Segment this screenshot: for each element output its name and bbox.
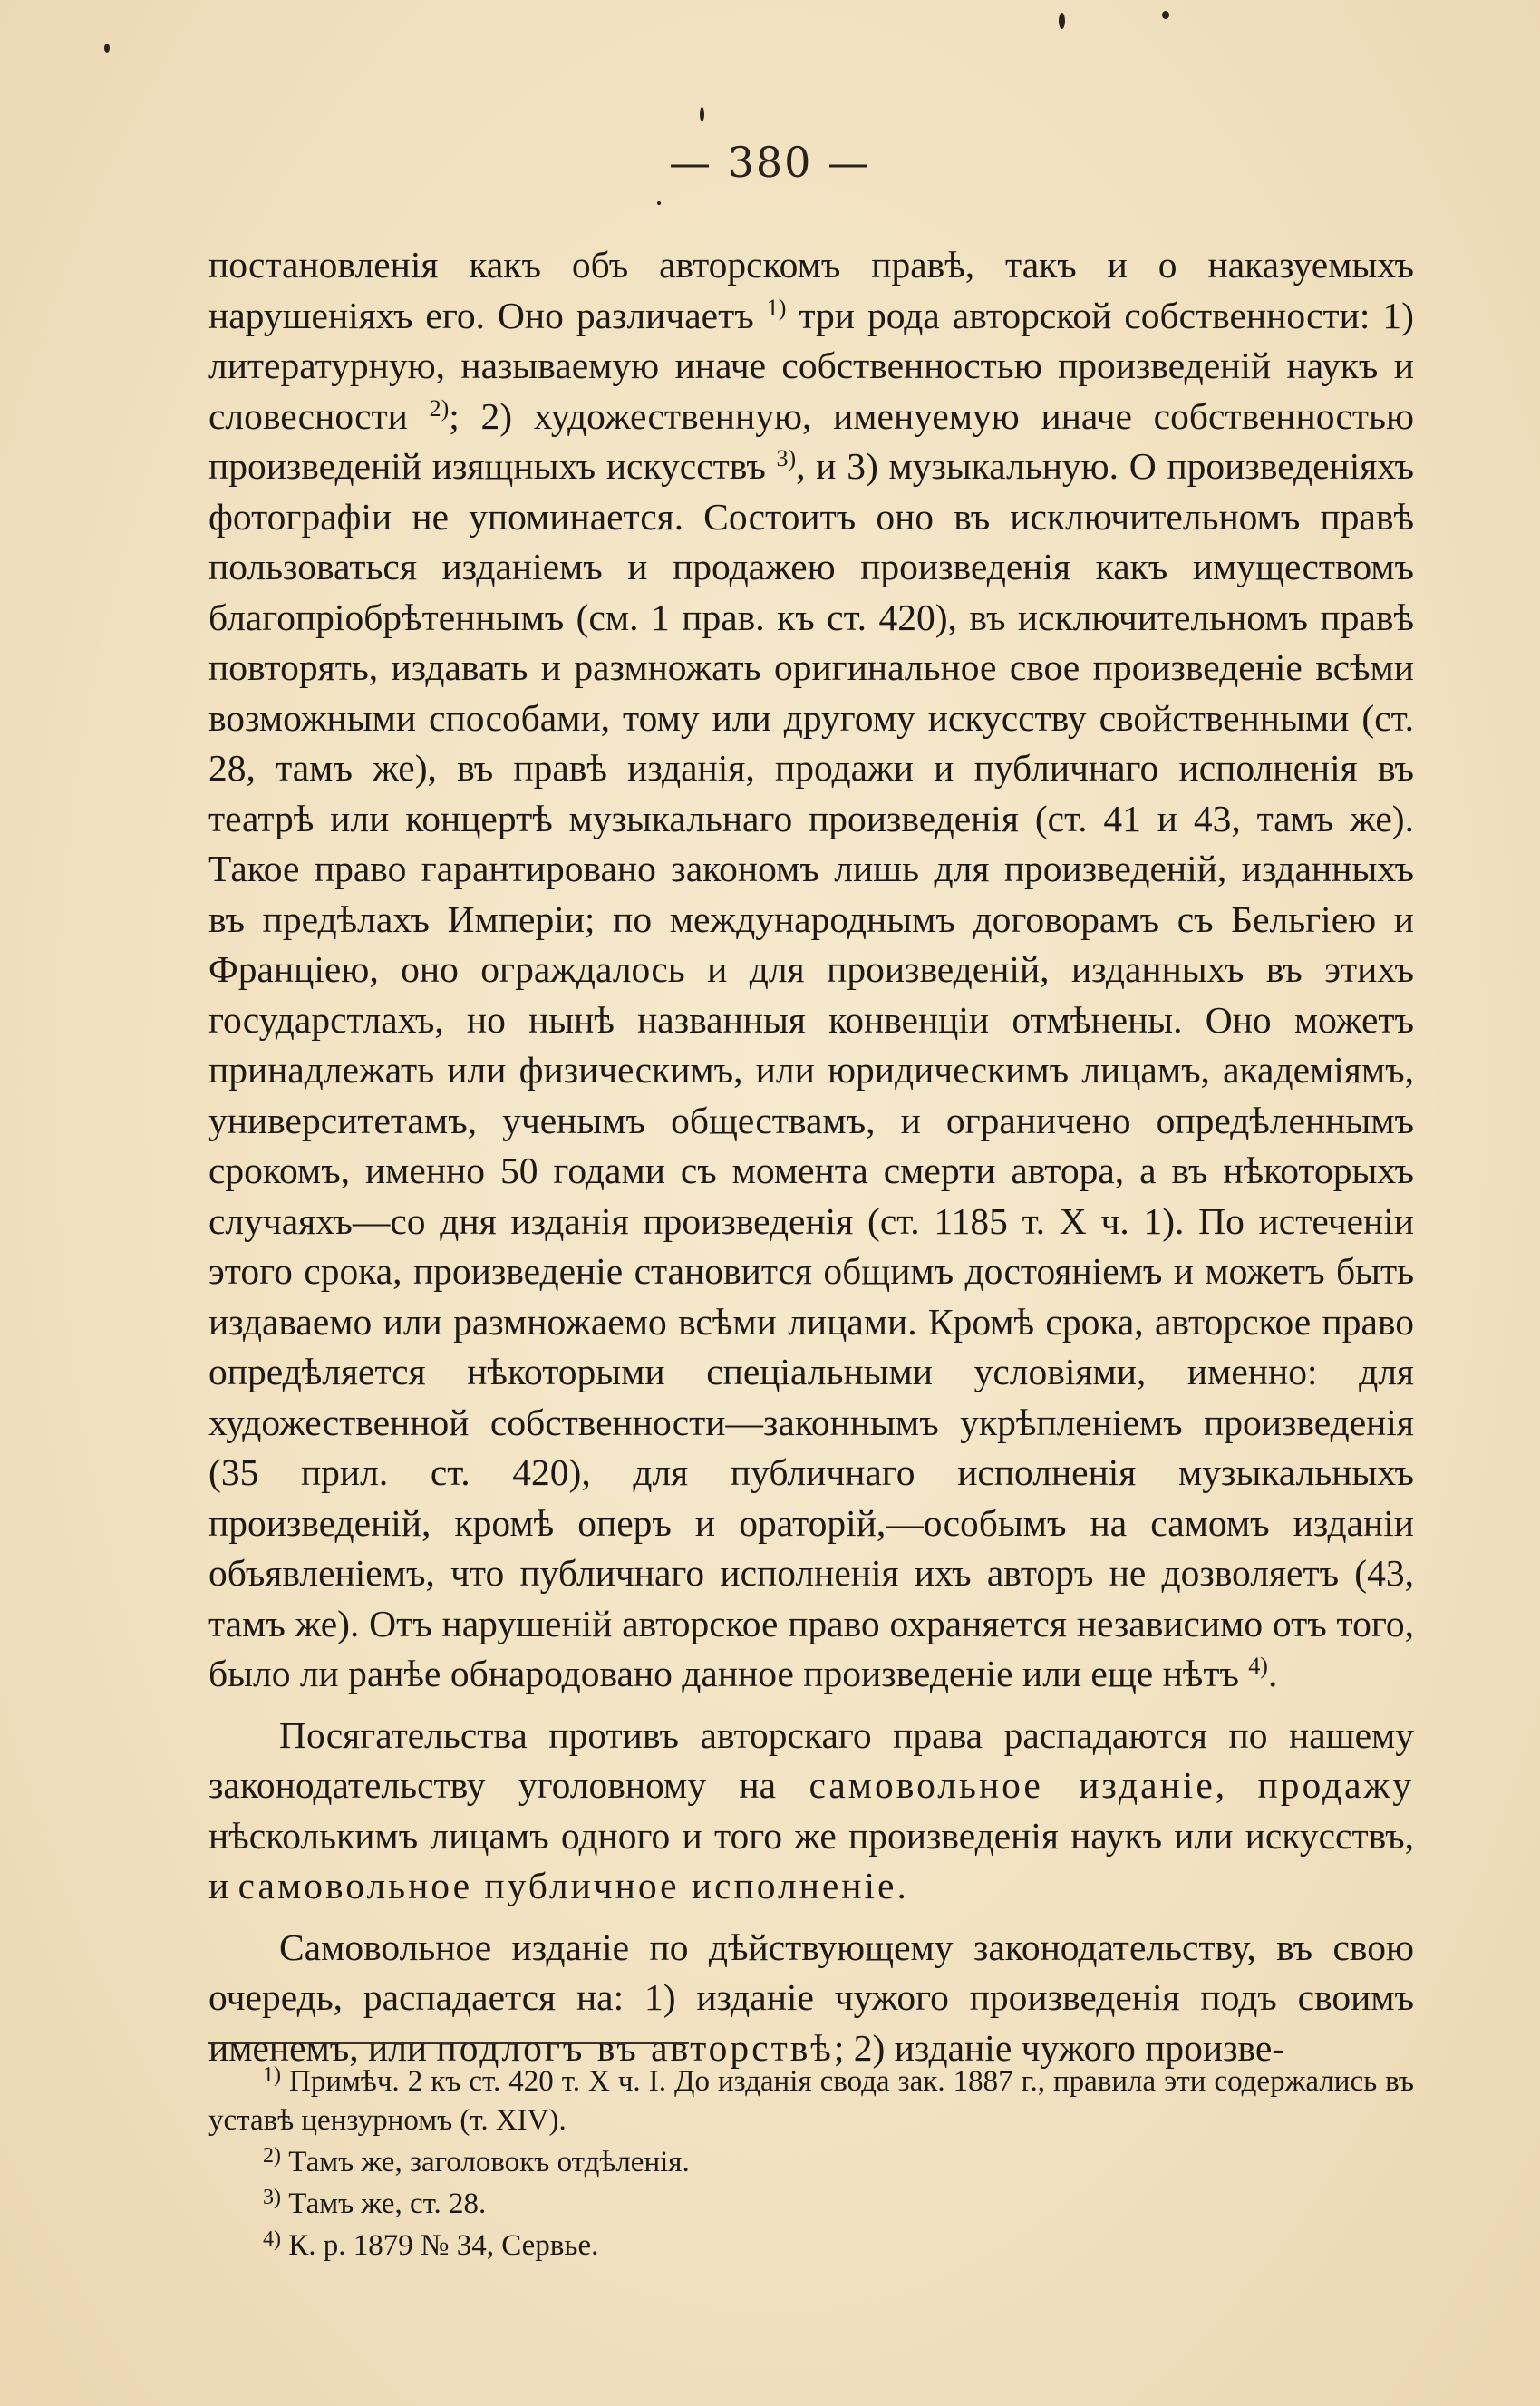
footnote-marker: 3) — [263, 2186, 281, 2209]
text-run: нѣсколькимъ лицамъ одного и того же произведенія наукъ или искусствъ, и — [208, 1814, 1414, 1906]
text-run: . — [896, 1865, 906, 1906]
text-run: Посягательства противъ авторскаго права распадаются по нашему законодательству уголовному на — [208, 1713, 1414, 1806]
text-run: Самовольное изданіе по дѣйствующему законодательству, въ свою очередь, распадается на: 1) изданіе чужого произведенія подъ своимъ именемъ, или — [208, 1926, 1414, 2069]
text-run: , и 3) музыкальную. О произведеніяхъ фотографіи не упоминается. Состоитъ оно въ исключительномъ правѣ пользоваться изданіемъ и продажею произведенія какъ имуществомъ благопріобрѣтеннымъ (см. 1 прав. къ ст. 420), въ исключительномъ правѣ повторять, издавать и размножать оригинальное свое произведеніе всѣми возможными способами, тому или другому искусству свойственными (ст. 28, тамъ же), въ правѣ изданія, продажи и публичнаго исполненія въ театрѣ или концертѣ музыкальнаго произведенія (ст. 41 и 43, тамъ же). Такое право гарантировано закономъ лишь для произведеній, изданныхъ въ предѣлахъ Имперіи; по международнымъ договорамъ съ Бельгіею и Франціею, оно ограждалось и для произведеній, изданныхъ въ этихъ государстлахъ, но нынѣ названныя конвенціи отмѣнены. Оно можетъ принадлежать или физическимъ, или юридическимъ лицамъ, академіямъ, университетамъ, ученымъ обществамъ, и ограничено опредѣленнымъ срокомъ, именно 50 годами съ момента смерти автора, а въ нѣкоторыхъ случаяхъ—со дня изданія произведенія (ст. 1185 т. X ч. 1). По истеченіи этого срока, произведеніе становится общимъ достояніемъ и можетъ быть издаваемо или размножаемо всѣми лицами. Кромѣ срока, авторское право опредѣляется нѣкоторыми спеціальными условіями, именно: для художественной собственности—законнымъ укрѣпленіемъ произведенія (35 прил. ст. 420), для публичнаго исполненія музыкальныхъ произведеній, кромѣ оперъ и ораторій,—особымъ на самомъ изданіи объявленіемъ, что публичнаго исполненія ихъ авторъ не дозволяетъ (43, тамъ же). Отъ нарушеній авторское право охраняется независимо отъ того, было ли ранѣе обнародовано данное произведеніе или еще нѣтъ — [208, 445, 1414, 1694]
text-run: ; 2) изданіе чужого произве- — [833, 2026, 1285, 2069]
footnote-ref: 3) — [776, 445, 797, 471]
emphasized-term: самовольное публичное исполненіе — [237, 1865, 897, 1906]
footnote-marker: 2) — [263, 2144, 281, 2168]
text-run: постановленія какъ объ авторскомъ правѣ, такъ и о наказуемыхъ нарушеніяхъ его. Оно различаетъ — [208, 244, 1414, 336]
footnote — [208, 2185, 1414, 2224]
footnote-ref: 1) — [766, 294, 787, 321]
footnote — [208, 2143, 1414, 2182]
footnote-text: К. р. 1879 № 34, Сервье. — [281, 2229, 599, 2262]
emphasized-term: подлогъ въ авторствѣ — [436, 2026, 834, 2069]
text-run: . — [1267, 1653, 1278, 1694]
scan-speck — [104, 44, 110, 53]
text-run: , — [1215, 1764, 1258, 1806]
scan-speck — [1059, 13, 1065, 29]
footnote-text: Примѣч. 2 къ ст. 420 т. X ч. I. До изданія свода зак. 1887 г., правила эти содержались въ уставѣ цензурномъ (т. XIV). — [208, 2065, 1414, 2137]
paragraph — [208, 240, 1414, 1700]
footnote — [208, 2062, 1414, 2140]
text-run: ; 2) художественную, именуемую иначе собственностью произведеній изящныхъ искусствъ — [208, 394, 1414, 487]
scan-speck — [1162, 11, 1169, 19]
footnote — [208, 2227, 1414, 2265]
page-number: — 380 — — [668, 138, 872, 187]
emphasized-term: самовольное изданіе — [809, 1764, 1216, 1806]
footnote-text: Тамъ же, заголовокъ отдѣленія. — [281, 2146, 690, 2178]
footnote-ref: 4) — [1248, 1653, 1268, 1679]
scan-speck — [657, 201, 661, 205]
footnote-text: Тамъ же, ст. 28. — [281, 2188, 487, 2220]
emphasized-term: продажу — [1257, 1764, 1414, 1806]
footnote-divider — [208, 2042, 689, 2044]
footnote-marker: 1) — [263, 2063, 281, 2087]
body-text — [208, 240, 1414, 2073]
scan-speck — [700, 107, 704, 121]
paragraph — [208, 1711, 1414, 1912]
footnotes — [208, 2062, 1414, 2265]
text-run: три рода авторской собственности: 1) литературную, называемую иначе собственностью произведеній наукъ и словесности — [208, 294, 1414, 437]
footnote-ref: 2) — [429, 394, 450, 422]
paragraph — [208, 1923, 1414, 2074]
footnote-marker: 4) — [263, 2227, 281, 2251]
